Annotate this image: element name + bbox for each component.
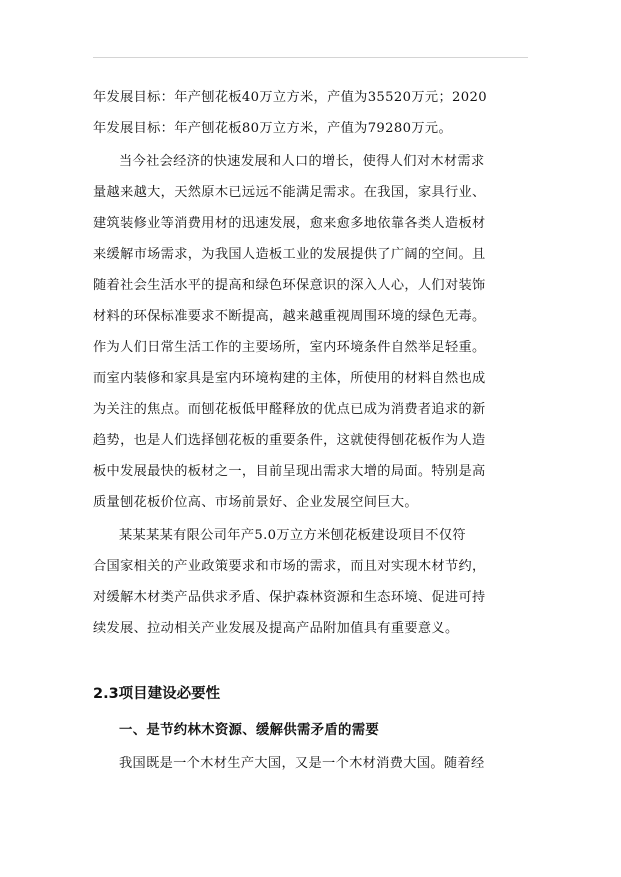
body-line: 趋势，也是人们选择刨花板的重要条件，这就使得刨花板作为人造	[93, 433, 486, 448]
section-heading: 2.3项目建设必要性	[93, 686, 221, 702]
subsection-heading: 一、是节约林木资源、缓解供需矛盾的需要	[119, 722, 380, 738]
body-line: 质量刨花板价位高、市场前景好、企业发展空间巨大。	[93, 495, 418, 510]
body-line: 当今社会经济的快速发展和人口的增长，使得人们对木材需求	[119, 154, 485, 169]
header-divider	[93, 57, 528, 58]
body-line: 板中发展最快的板材之一，目前呈现出需求大增的局面。特别是高	[93, 464, 486, 479]
body-line: 随着社会生活水平的提高和绿色环保意识的深入人心，人们对装饰	[93, 278, 486, 293]
body-line: 合国家相关的产业政策要求和市场的需求，而且对实现木材节约，	[93, 559, 486, 574]
body-line: 年发展目标：年产刨花板40万立方米，产值为35520万元；2020	[93, 90, 487, 105]
body-line: 建筑装修业等消费用材的迅速发展，愈来愈多地依靠各类人造板材	[93, 216, 486, 231]
body-line: 量越来越大，天然原木已远远不能满足需求。在我国，家具行业、	[93, 185, 486, 200]
body-line: 续发展、拉动相关产业发展及提高产品附加值具有重要意义。	[93, 621, 459, 636]
body-line: 我国既是一个木材生产大国，又是一个木材消费大国。随着经	[119, 756, 485, 771]
body-line: 对缓解木材类产品供求矛盾、保护森林资源和生态环境、促进可持	[93, 590, 486, 605]
body-line: 来缓解市场需求，为我国人造板工业的发展提供了广阔的空间。且	[93, 247, 486, 262]
body-line: 某某某某有限公司年产5.0万立方米刨花板建设项目不仅符	[119, 528, 466, 543]
body-line: 材料的环保标准要求不断提高，越来越重视周围环境的绿色无毒。	[93, 309, 486, 324]
body-line: 年发展目标：年产刨花板80万立方米，产值为79280万元。	[93, 121, 453, 136]
body-line: 为关注的焦点。而刨花板低甲醛释放的优点已成为消费者追求的新	[93, 402, 486, 417]
body-line: 而室内装修和家具是室内环境构建的主体，所使用的材料自然也成	[93, 371, 486, 386]
body-line: 作为人们日常生活工作的主要场所，室内环境条件自然举足轻重。	[93, 340, 486, 355]
